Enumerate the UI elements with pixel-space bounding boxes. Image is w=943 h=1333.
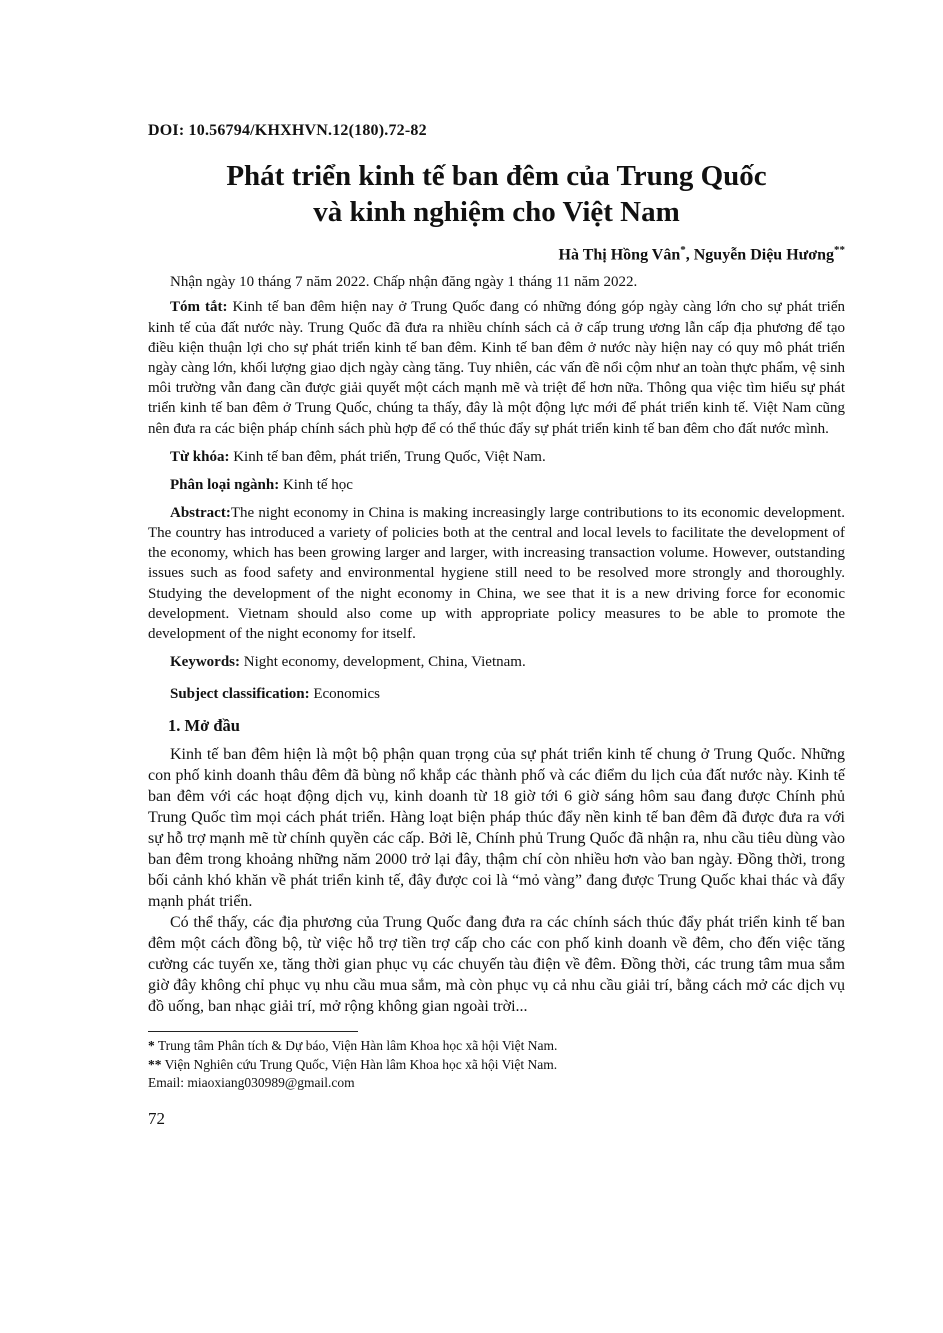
keywords-vi-label: Từ khóa:	[170, 448, 230, 465]
keywords-vi	[148, 447, 845, 467]
keywords-en	[148, 652, 845, 672]
authors-line	[148, 244, 845, 264]
abstract-en-label: Abstract:	[170, 504, 231, 521]
keywords-vi-text: Kinh tế ban đêm, phát triển, Trung Quốc, Việt Nam.	[233, 448, 546, 465]
abstract-vi-label: Tóm tắt:	[170, 299, 228, 316]
author-separator: ,	[685, 246, 694, 264]
footnote-1	[148, 1037, 845, 1056]
classification-en-text: Economics	[313, 686, 380, 703]
abstract-vi	[148, 297, 845, 438]
author-name-1: Hà Thị Hồng Vân	[558, 246, 681, 264]
abstract-en-text: The night economy in China is making increasingly large contributions to its economic development. The country has introduced a variety of policies both at the central and local levels to facilitate the development of the economy, which has been growing larger and larger, with increasing transaction volume. However, outstanding issues such as food safety and environmental hygiene still need to be resolved more strongly and thoroughly. Studying the development of the night economy in China, we see that it is a new driving force for economic development. Vietnam should also come up with appropriate policy measures to be able to promote the development of the night economy for itself.	[148, 504, 845, 642]
footnote-2-marker: **	[148, 1056, 162, 1072]
footnote-1-text: Trung tâm Phân tích & Dự báo, Viện Hàn lâm Khoa học xã hội Việt Nam.	[157, 1038, 558, 1054]
page-number: 72	[148, 1108, 165, 1128]
paper-title	[148, 158, 845, 230]
footnote-1-marker: *	[148, 1038, 155, 1054]
footnote-email: Email: miaoxiang030989@gmail.com	[148, 1075, 355, 1091]
classification-vi-label: Phân loại ngành:	[170, 476, 280, 493]
author-marker-1: *	[680, 244, 686, 256]
section-heading-intro: 1. Mở đầu	[168, 716, 240, 736]
classification-en	[148, 684, 845, 704]
classification-vi	[148, 475, 845, 495]
paper-title-line1: Phát triển kinh tế ban đêm của Trung Quốc	[226, 160, 767, 192]
footnote-2-text: Viện Nghiên cứu Trung Quốc, Viện Hàn lâm Khoa học xã hội Việt Nam.	[164, 1056, 558, 1072]
classification-en-label: Subject classification:	[170, 686, 310, 703]
doi: DOI: 10.56794/KHXHVN.12(180).72-82	[148, 122, 427, 139]
classification-vi-text: Kinh tế học	[282, 476, 353, 493]
intro-paragraph-2: Có thể thấy, các địa phương của Trung Quốc đang đưa ra các chính sách thúc đẩy phát triển kinh tế ban đêm một cách đồng bộ, từ việc hỗ trợ tiền trợ cấp cho các con phố kinh doanh về đêm, cho đến việc tăng cường các tuyến xe, tăng thời gian phục vụ các chuyến tàu điện về đêm. Đồng thời, các trung tâm mua sắm giờ đây không chỉ phục vụ nhu cầu mua sắm, mà còn phục vụ cả nhu cầu giải trí, bằng cách mở các dịch vụ đồ uống, ban nhạc giải trí, mở rộng không gian ngoài trời...	[148, 914, 845, 1016]
author-name-2: Nguyễn Diệu Hương	[693, 246, 834, 264]
received-date-line: Nhận ngày 10 tháng 7 năm 2022. Chấp nhận đăng ngày 1 tháng 11 năm 2022.	[170, 274, 638, 291]
footnote-2	[148, 1056, 845, 1075]
footnote-rule	[148, 1031, 358, 1032]
paper-title-line2: và kinh nghiệm cho Việt Nam	[313, 196, 680, 228]
author-marker-2: **	[834, 244, 845, 256]
abstract-en	[148, 503, 845, 644]
intro-paragraph-1: Kinh tế ban đêm hiện là một bộ phận quan trọng của sự phát triển kinh tế chung ở Trung Quốc. Những con phố kinh doanh thâu đêm đã bùng nổ khắp các thành phố và các điểm du lịch của đất nước này. Kinh tế ban đêm với các hoạt động dịch vụ, kinh doanh từ 18 giờ tới 6 giờ sáng hôm sau đang được Chính phủ Trung Quốc tìm mọi cách phát triển. Hàng loạt biện pháp thúc đẩy nền kinh tế ban đêm đã được đưa ra với sự hỗ trợ mạnh mẽ từ chính quyền các cấp. Bởi lẽ, Chính phủ Trung Quốc đã nhận ra, nhu cầu tiêu dùng vào ban đêm trong khoảng những năm 2000 trở lại đây, thậm chí còn nhiều hơn vào ban ngày. Đồng thời, trong bối cảnh khó khăn về phát triển kinh tế, đây được coi là “mỏ vàng” đang được Trung Quốc khai thác và đẩy mạnh phát triển.	[148, 746, 845, 911]
keywords-en-text: Night economy, development, China, Vietnam.	[243, 654, 526, 671]
keywords-en-label: Keywords:	[170, 654, 240, 671]
abstract-vi-text: Kinh tế ban đêm hiện nay ở Trung Quốc đang có những đóng góp ngày càng lớn cho sự phát triển kinh tế của đất nước này. Trung Quốc đã đưa ra nhiều chính sách cả ở cấp trung ương lẫn cấp địa phương để tạo điều kiện thuận lợi cho sự phát triển kinh tế ban đêm. Kinh tế ban đêm ở nước này hiện nay có quy mô phát triển ngày càng lớn, khối lượng giao dịch ngày càng tăng. Tuy nhiên, các vấn đề nổi cộm như an toàn thực phẩm, vệ sinh môi trường vẫn đang cần được giải quyết một cách mạnh mẽ và triệt để hơn nữa. Thông qua việc tìm hiểu sự phát triển kinh tế ban đêm ở Trung Quốc, chúng ta thấy, đây là một động lực mới để phát triển kinh tế. Việt Nam cũng nên đưa ra các biện pháp chính sách phù hợp để có thể thúc đẩy sự phát triển kinh tế ban đêm cho đất nước mình.	[148, 299, 846, 437]
footnotes-block	[148, 1031, 845, 1093]
